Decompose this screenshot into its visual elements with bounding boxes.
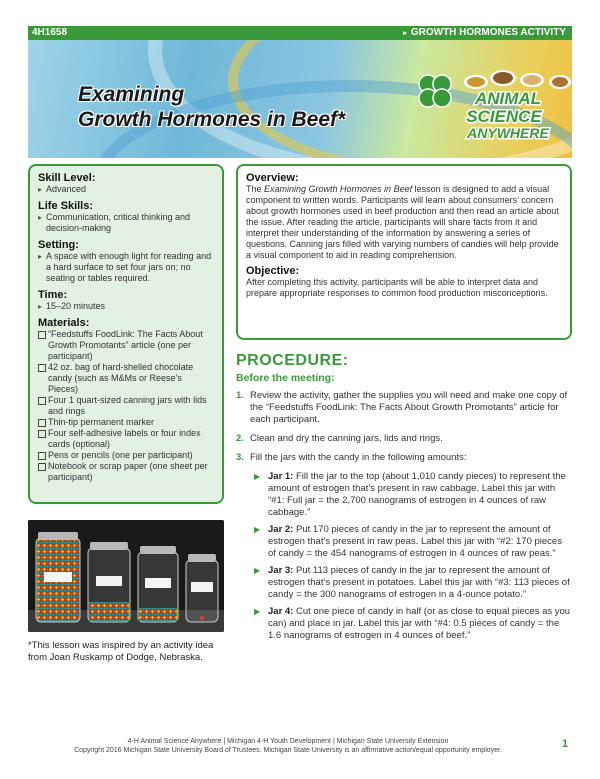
before-meeting-subheading: Before the meeting:	[236, 372, 335, 384]
time-heading: Time:	[38, 289, 68, 301]
bullet-arrow-icon: ▶	[254, 525, 261, 534]
title-banner	[28, 40, 572, 158]
time-item: ▸ 15–20 minutes	[38, 301, 214, 312]
jar-instruction: ▶ Jar 3: Put 113 pieces of candy in the jar to represent the amount of estrogen that’s present in potatoes. Label this jar with “#3: 113 pieces of candy = the 300 nanograms of estrogen in a 4-ounce potato.”	[254, 565, 570, 600]
overview-heading: Overview:	[246, 172, 299, 184]
procedure-step: 2. Clean and dry the canning jars, lids and rings.	[236, 433, 443, 444]
setting-item: ▸ A space with enough light for reading and a hard surface to set four jars on; no seating or tables required.	[38, 251, 214, 284]
logo-text-anywhere: ANYWHERE	[467, 125, 549, 141]
candy-jars-illustration	[28, 520, 224, 632]
material-item: “Feedstuffs FoodLink: The Facts About Growth Promotants” article (one per participant)	[38, 329, 214, 362]
skill-level-item: ▸ Advanced	[38, 184, 214, 195]
materials-heading: Materials:	[38, 317, 90, 329]
activity-category: GROWTH HORMONES ACTIVITY	[410, 27, 566, 38]
jar-1-full	[36, 532, 80, 622]
material-item: Notebook or scrap paper (one sheet per participant)	[38, 461, 214, 483]
objective-text: After completing this activity, participants will be able to interpret data and prepare appropriate responses to common food production misconceptions.	[246, 277, 548, 298]
bullet-arrow-icon: ▶	[254, 607, 261, 616]
header-bar	[28, 26, 572, 40]
life-skills-heading: Life Skills:	[38, 200, 94, 212]
clover-icon	[419, 75, 451, 107]
page-footer	[28, 737, 548, 755]
jar-instruction: ▶ Jar 2: Put 170 pieces of candy in the jar to represent the amount of estrogen that’s present in raw peas. Label this jar with “#2: 170 pieces of candy = the 454 nanograms of estrogen in 4 ounces of raw peas.”	[254, 524, 562, 559]
logo-text-science: SCIENCE	[466, 107, 542, 126]
bullet-arrow-icon: ▶	[254, 566, 261, 575]
livestock-silhouettes-icon	[464, 70, 571, 89]
objective-heading: Objective:	[246, 265, 300, 277]
footer-line-1: 4-H Animal Science Anywhere | Michigan 4-H Youth Development | Michigan State University Extension	[127, 738, 449, 745]
material-item: Four self-adhesive labels or four index cards (optional)	[38, 428, 214, 450]
setting-heading: Setting:	[38, 239, 79, 251]
overview-text: The Examining Growth Hormones in Beef lesson is designed to add a visual component to written words. Participants will learn about consumers’ concern about growth hormones used in beef production and then read an article about the issue. After reading the article, participants will share facts from it and interpret their understanding of the information by answering a series of questions. Canning jars filled with varying numbers of candies will help provide a visual component to aid in reading comprehension.	[246, 184, 559, 260]
life-skills-item: ▸ Communication, critical thinking and decision-making	[38, 212, 214, 234]
material-item: Thin-tip permanent marker	[38, 417, 214, 428]
material-item: 42 oz. bag of hard-shelled chocolate candy (such as M&Ms or Reese’s Pieces)	[38, 362, 214, 395]
animal-science-anywhere-logo	[408, 62, 572, 144]
bullet-arrow-icon: ▶	[254, 472, 261, 481]
page-title: Examining Growth Hormones in Beef*	[78, 83, 346, 131]
skill-level-heading: Skill Level:	[38, 172, 96, 184]
footer-copyright: Copyright 2016 Michigan State University Board of Trustees. Michigan State University is an affirmative action/equal opportunity employer.	[74, 747, 502, 754]
jar-instruction: ▶ Jar 4: Cut one piece of candy in half (or as close to equal pieces as you can) and place in jar. Label this jar with “#4: 0.5 pieces of candy = the 1.6 nanograms of estrogen in 4 ounces of beef.”	[254, 606, 571, 641]
inspiration-credit: *This lesson was inspired by an activity idea from Joan Ruskamp of Dodge, Nebraska.	[28, 640, 214, 663]
candy-jars-photo	[28, 520, 224, 632]
material-item: Four 1 quart-sized canning jars with lids and rings	[38, 395, 214, 417]
procedure-step: 3. Fill the jars with the candy in the following amounts:	[236, 452, 467, 463]
procedure-heading: PROCEDURE:	[236, 352, 349, 369]
jar-4	[186, 554, 218, 622]
material-item: Pens or pencils (one per participant)	[38, 450, 214, 461]
overview-box	[236, 164, 572, 340]
activity-info-sidebar	[28, 164, 224, 504]
jar-3	[138, 546, 178, 622]
arrow-icon: ▸	[403, 30, 407, 37]
jar-instruction: ▶ Jar 1: Fill the jar to the top (about 1,010 candy pieces) to represent the amount of estrogen that’s present in raw cabbage. Label this jar with “#1: Full jar = the 2,700 nanograms of estrogen in 4 ounces of raw cabbage.”	[254, 471, 566, 518]
logo-text-animal: ANIMAL	[474, 89, 542, 108]
document-code: 4H1658	[32, 27, 68, 38]
procedure-section	[236, 352, 572, 647]
procedure-step: 1. Review the activity, gather the supplies you will need and make one copy of the “Feedstuffs FoodLink: The Facts About Growth Promotants” article for each participant.	[236, 390, 568, 425]
page-number: 1	[562, 738, 569, 750]
jar-2	[88, 542, 130, 622]
